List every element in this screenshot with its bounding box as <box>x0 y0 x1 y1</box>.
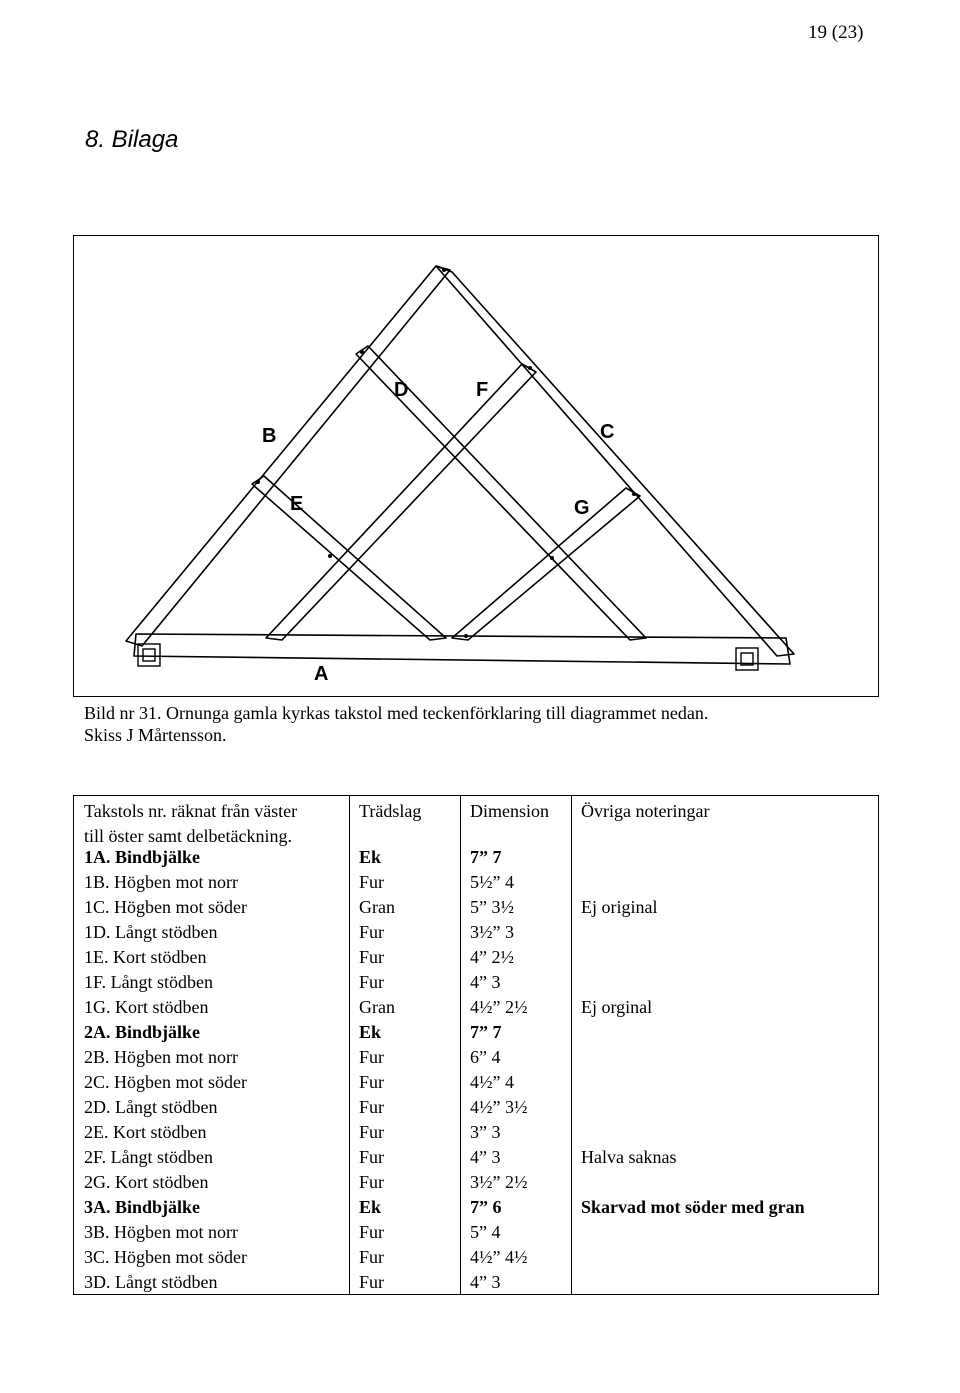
cell-part-id: 1C. Högben mot söder <box>84 897 247 917</box>
label-d: D <box>394 379 409 401</box>
header-id-line-1: Takstols nr. räknat från väster <box>84 801 298 821</box>
label-a: A <box>314 663 329 685</box>
cell-wood: Gran <box>359 997 395 1017</box>
label-c: C <box>600 421 615 443</box>
cell-wood: Fur <box>359 1172 385 1192</box>
section-heading: 8. Bilaga <box>85 126 179 153</box>
cell-dimension: 5½” 4 <box>470 872 514 892</box>
cell-note: Ej original <box>581 897 658 917</box>
cell-wood: Ek <box>359 847 382 867</box>
cell-wood: Fur <box>359 947 385 967</box>
label-e: E <box>290 493 304 515</box>
rafter-c <box>436 266 794 656</box>
cell-dimension: 3” 3 <box>470 1122 501 1142</box>
cell-part-id: 2B. Högben mot norr <box>84 1047 238 1067</box>
cell-dimension: 4” 3 <box>470 1147 501 1167</box>
cell-part-id: 2A. Bindbjälke <box>84 1022 201 1042</box>
cell-part-id: 1E. Kort stödben <box>84 947 207 967</box>
cell-wood: Ek <box>359 1022 382 1042</box>
cell-note: Halva saknas <box>581 1147 677 1167</box>
cell-part-id: 2D. Långt stödben <box>84 1097 218 1117</box>
header-notes: Övriga noteringar <box>581 801 710 821</box>
cell-dimension: 4½” 4 <box>470 1072 514 1092</box>
cell-dimension: 4½” 4½ <box>470 1247 528 1267</box>
cell-note: Skarvad mot söder med gran <box>581 1197 805 1217</box>
wall-plate-north <box>138 644 160 666</box>
cell-dimension: 3½” 2½ <box>470 1172 528 1192</box>
timber-table <box>73 795 879 1295</box>
cell-part-id: 1F. Långt stödben <box>84 972 214 992</box>
cell-part-id: 1G. Kort stödben <box>84 997 209 1017</box>
cell-part-id: 1A. Bindbjälke <box>84 847 201 867</box>
cell-part-id: 1B. Högben mot norr <box>84 872 238 892</box>
header-dimension: Dimension <box>470 801 549 821</box>
label-g: G <box>574 497 590 519</box>
wall-plate-south <box>736 648 758 670</box>
cell-dimension: 5” 4 <box>470 1222 501 1242</box>
header-wood: Trädslag <box>359 801 422 821</box>
cell-wood: Fur <box>359 922 385 942</box>
cell-dimension: 7” 7 <box>470 1022 502 1042</box>
cell-wood: Fur <box>359 1147 385 1167</box>
caption-line-2: Skiss J Mårtensson. <box>84 725 227 745</box>
short-brace-e <box>252 476 446 640</box>
cell-wood: Fur <box>359 1122 385 1142</box>
cell-dimension: 4” 3 <box>470 1272 501 1292</box>
roof-truss-figure <box>73 235 879 697</box>
cell-wood: Fur <box>359 1222 385 1242</box>
cell-dimension: 4½” 2½ <box>470 997 528 1017</box>
table-header <box>74 799 878 849</box>
cell-part-id: 2C. Högben mot söder <box>84 1072 247 1092</box>
cell-wood: Fur <box>359 1047 385 1067</box>
cell-wood: Fur <box>359 1097 385 1117</box>
header-id <box>84 799 297 849</box>
cell-wood: Fur <box>359 1247 385 1267</box>
label-f: F <box>476 379 489 401</box>
cell-part-id: 3C. Högben mot söder <box>84 1247 247 1267</box>
cell-dimension: 7” 6 <box>470 1197 502 1217</box>
cell-wood: Fur <box>359 872 385 892</box>
cell-wood: Fur <box>359 972 385 992</box>
cell-part-id: 3D. Långt stödben <box>84 1272 218 1292</box>
cell-wood: Ek <box>359 1197 382 1217</box>
cell-part-id: 3B. Högben mot norr <box>84 1222 238 1242</box>
cell-dimension: 6” 4 <box>470 1047 501 1067</box>
cell-part-id: 2G. Kort stödben <box>84 1172 209 1192</box>
cell-dimension: 4” 3 <box>470 972 501 992</box>
cell-wood: Fur <box>359 1072 385 1092</box>
header-id-line-2: till öster samt delbetäckning. <box>84 826 292 846</box>
cell-dimension: 3½” 3 <box>470 922 514 942</box>
figure-caption <box>84 702 708 746</box>
cell-part-id: 2F. Långt stödben <box>84 1147 214 1167</box>
cell-dimension: 5” 3½ <box>470 897 514 917</box>
page-number: 19 (23) <box>808 22 864 43</box>
label-b: B <box>262 425 277 447</box>
cell-part-id: 1D. Långt stödben <box>84 922 218 942</box>
cell-wood: Gran <box>359 897 395 917</box>
cell-dimension: 7” 7 <box>470 847 502 867</box>
cell-part-id: 2E. Kort stödben <box>84 1122 207 1142</box>
cell-dimension: 4” 2½ <box>470 947 514 967</box>
cell-note: Ej orginal <box>581 997 653 1017</box>
rafter-b <box>126 266 450 646</box>
cell-dimension: 4½” 3½ <box>470 1097 528 1117</box>
cell-part-id: 3A. Bindbjälke <box>84 1197 201 1217</box>
caption-line-1: Bild nr 31. Ornunga gamla kyrkas takstol med teckenförklaring till diagrammet nedan. <box>84 703 709 723</box>
cell-wood: Fur <box>359 1272 385 1292</box>
truss-sketch <box>74 236 878 696</box>
short-brace-g <box>452 488 640 640</box>
